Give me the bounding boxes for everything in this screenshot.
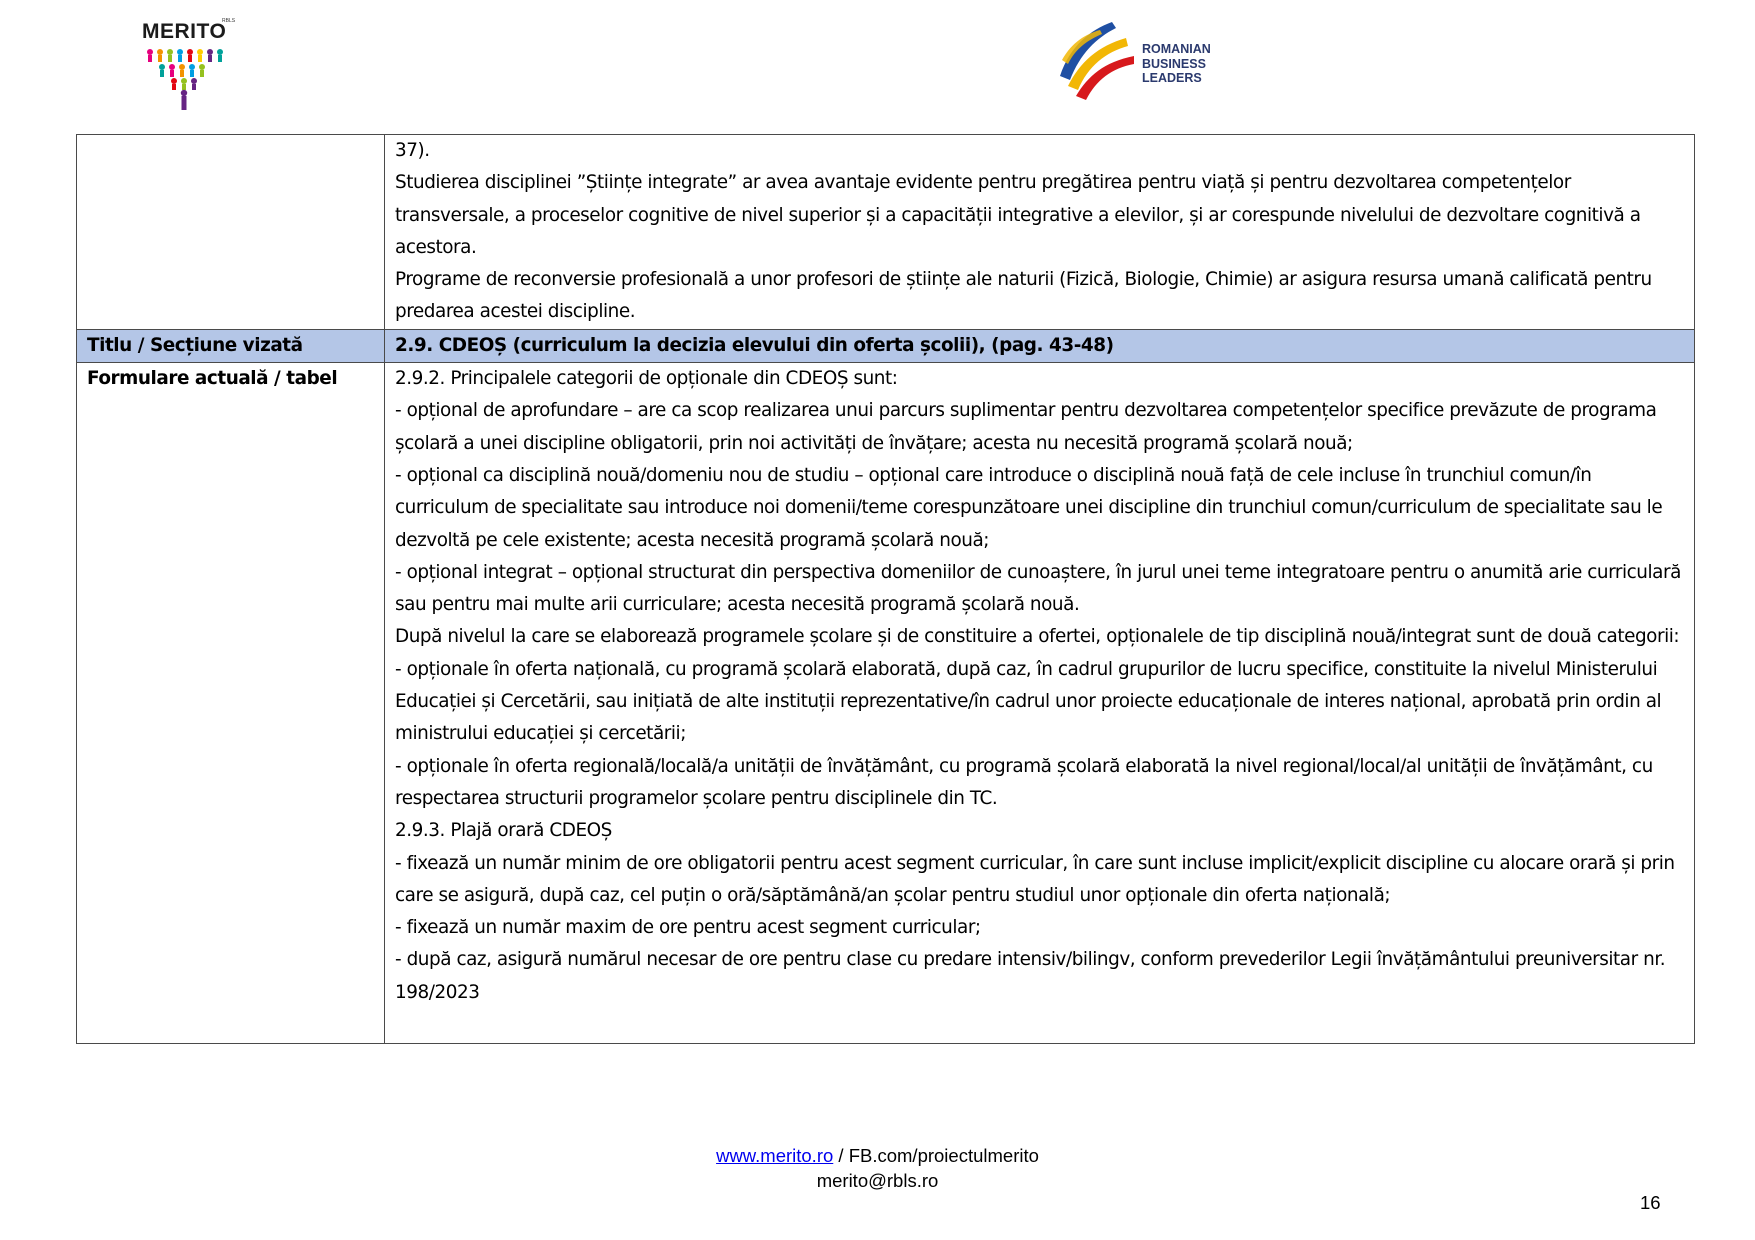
merito-people-tree-icon (142, 48, 230, 110)
table-row-section-title (77, 329, 1695, 362)
website-link[interactable]: www.merito.ro (716, 1145, 834, 1166)
continuation-label-cell (77, 135, 385, 330)
paragraph: 37). (395, 140, 430, 161)
paragraph: - fixează un număr minim de ore obligatorii pentru acest segment curricular, în care sunt incluse implicit/explicit discipline cu alocare orară și prin care se asigură, după caz, cel puțin o oră/săptămână/an școlar pentru studiul unor opționale din oferta națională; (395, 852, 1675, 906)
rbl-logo-text (1142, 42, 1211, 86)
footer-email: merito@rbls.ro (816, 1170, 939, 1191)
facebook-text: / FB.com/proiectulmerito (833, 1145, 1039, 1166)
section-value-cell: 2.9. CDEOȘ (curriculum la decizia elevului din oferta școlii), (pag. 43-48) (385, 329, 1695, 362)
page-number: 16 (1640, 1192, 1661, 1213)
merito-logo-text: MERITO (142, 20, 227, 43)
paragraph: - opționale în oferta națională, cu programă școlară elaborată, după caz, în cadrul grupurilor de lucru specifice, constituite la nivelul Ministerului Educației și Cercetării, sau inițiată de alte instituții reprezentative/în cadrul unor proiecte educaționale de interes național, aprobată prin ordin al ministrului educației și cercetării; (395, 658, 1662, 745)
formulation-label-cell: Formulare actuală / tabel (77, 363, 385, 1044)
formulation-content-cell (385, 363, 1695, 1044)
paragraph: - opționale în oferta regională/locală/a unității de învățământ, cu programă școlară elaborată la nivel regional/local/al unității de învățământ, cu respectarea structurii programelor școlare pentru disciplinele din TC. (395, 755, 1653, 809)
table-row-continuation (77, 135, 1695, 330)
paragraph: - opțional de aprofundare – are ca scop realizarea unui parcurs suplimentar pentru dezvoltarea competențelor specifice prevăzute de programa școlară a unei discipline obligatorii, prin noi activități de învățare; acesta nu necesită programă școlară nouă; (395, 400, 1657, 454)
paragraph: Programe de reconversie profesională a unor profesori de științe ale naturii (Fizică, Biologie, Chimie) ar asigura resursa umană calificată pentru predarea acestei discipline. (395, 269, 1652, 323)
paragraph: 2.9.3. Plajă orară CDEOȘ (395, 820, 612, 842)
content-table (76, 134, 1695, 1044)
footer-links-line (0, 1143, 1755, 1168)
romanian-business-leaders-logo (1050, 16, 1230, 106)
paragraph: 2.9.2. Principalele categorii de opționale din CDEOȘ sunt: (395, 368, 898, 390)
rbl-logo-line: BUSINESS (1142, 56, 1206, 71)
paragraph: După nivelul la care se elaborează programele școlare și de constituire a ofertei, opționalele de tip disciplină nouă/integrat sunt de două categorii: (395, 626, 1680, 648)
paragraph: - opțional integrat – opțional structurat din perspectiva domeniilor de cunoaștere, în jurul unei teme integratoare pentru o anumită arie curriculară sau pentru mai multe arii curriculare; acesta necesită programă școlară nouă. (395, 561, 1681, 616)
continuation-content-cell (385, 135, 1695, 330)
merito-logo (138, 14, 234, 110)
paragraph: - opțional ca disciplină nouă/domeniu nou de studiu – opțional care introduce o disciplină nouă față de cele incluse în trunchiul comun/în curriculum de specialitate sau introduce noi domenii/teme corespunzătoare unei discipline din trunchiul comun/curriculum de specialitate sau le dezvoltă pe cele existente; acesta necesită programă școlară nouă; (395, 464, 1663, 551)
rbl-logo-line: ROMANIAN (1142, 42, 1211, 56)
table-row-formulation (77, 363, 1695, 1044)
page-header (0, 0, 1755, 125)
paragraph: - fixează un număr maxim de ore pentru acest segment curricular; (395, 917, 981, 939)
rbl-brush-mark-icon (1050, 16, 1138, 106)
paragraph: Studierea disciplinei ”Științe integrate” ar avea avantaje evidente pentru pregătirea pentru viață și pentru dezvoltarea competențelor transversale, a proceselor cognitive de nivel superior și a capacității integrative a elevilor, și ar corespunde nivelului de dezvoltare cognitivă a acestora. (395, 172, 1641, 258)
page-footer (0, 1143, 1755, 1193)
merito-logo-sup: RBLS (222, 18, 236, 24)
paragraph: - după caz, asigură numărul necesar de ore pentru clase cu predare intensiv/bilingv, conform prevederilor Legii învățământului preuniversitar nr. 198/2023 (395, 949, 1666, 1003)
rbl-logo-line: LEADERS (1142, 71, 1202, 85)
section-label-cell: Titlu / Secțiune vizată (77, 329, 385, 362)
